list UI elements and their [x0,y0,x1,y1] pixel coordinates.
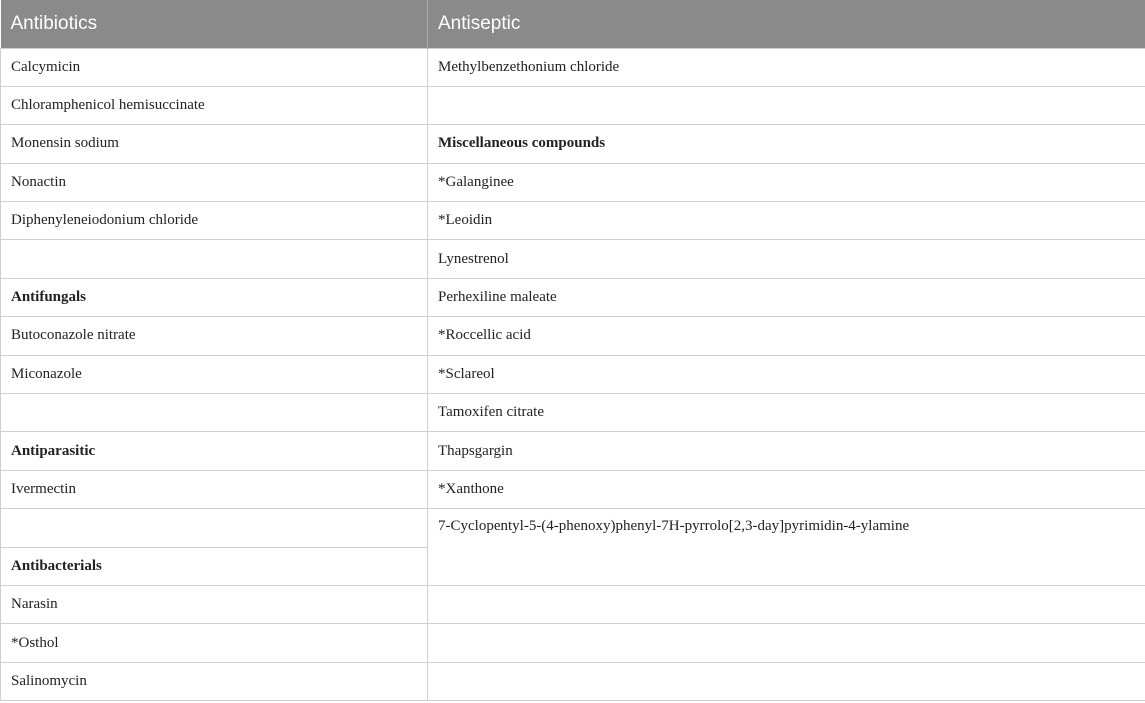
cell-right: Thapsgargin [428,432,1145,470]
cell-left: Nonactin [1,163,428,201]
table-row [1,662,1145,700]
cell-right [428,662,1145,700]
cell-left: Salinomycin [1,662,428,700]
cell-right: Perhexiline maleate [428,278,1145,316]
header-antibiotics: Antibiotics [1,0,428,48]
table-row [1,278,1145,316]
table-row [1,48,1145,86]
cell-left: Antibacterials [1,547,428,585]
cell-left: Antifungals [1,278,428,316]
cell-right: *Galanginee [428,163,1145,201]
header-antiseptic: Antiseptic [428,0,1145,48]
cell-left: Ivermectin [1,470,428,508]
table-row [1,470,1145,508]
cell-right: 7-Cyclopentyl-5-(4-phenoxy)phenyl-7H-pyrrolo[2,3-day]pyrimidin-4-ylamine [428,509,1145,586]
table-row [1,585,1145,623]
table-row [1,240,1145,278]
cell-left: Narasin [1,585,428,623]
cell-right [428,585,1145,623]
table-row [1,86,1145,124]
table-row [1,394,1145,432]
table-row [1,125,1145,163]
cell-right: Tamoxifen citrate [428,394,1145,432]
cell-right: *Sclareol [428,355,1145,393]
cell-left: Butoconazole nitrate [1,317,428,355]
table-row [1,355,1145,393]
cell-left: Chloramphenicol hemisuccinate [1,86,428,124]
table-body [1,48,1145,701]
cell-right: *Leoidin [428,202,1145,240]
table-header-row [1,0,1145,48]
cell-right [428,86,1145,124]
cell-left: *Osthol [1,624,428,662]
cell-left: Monensin sodium [1,125,428,163]
table-row [1,317,1145,355]
cell-left: Diphenyleneiodonium chloride [1,202,428,240]
table-row [1,202,1145,240]
cell-left: Miconazole [1,355,428,393]
table-row [1,163,1145,201]
cell-right: Methylbenzethonium chloride [428,48,1145,86]
cell-right [428,624,1145,662]
cell-right: *Xanthone [428,470,1145,508]
table-row [1,624,1145,662]
cell-left: Calcymicin [1,48,428,86]
table-row [1,509,1145,547]
cell-left: Antiparasitic [1,432,428,470]
cell-left [1,509,428,547]
table-row [1,432,1145,470]
cell-right: Lynestrenol [428,240,1145,278]
cell-left [1,394,428,432]
cell-right: *Roccellic acid [428,317,1145,355]
cell-right: Miscellaneous compounds [428,125,1145,163]
cell-left [1,240,428,278]
